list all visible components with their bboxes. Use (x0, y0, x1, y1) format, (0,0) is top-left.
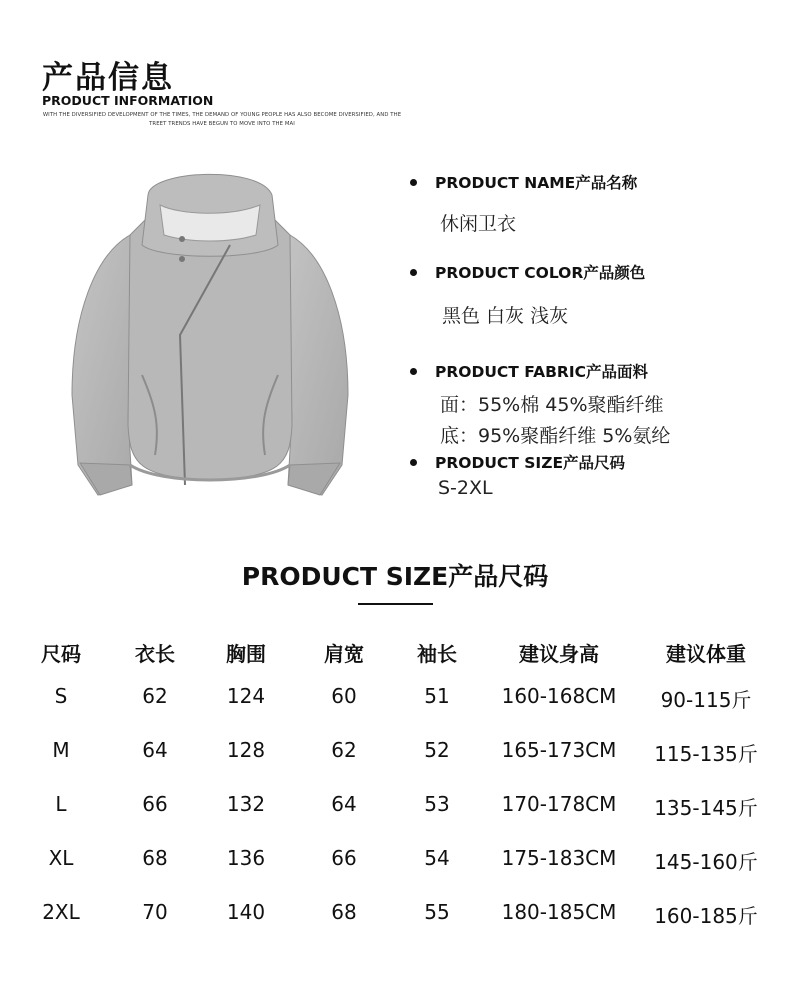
table-cell: 60 (331, 684, 357, 708)
product-size-value: S-2XL (438, 477, 493, 499)
table-cell: 55 (424, 900, 450, 924)
bullet-icon (410, 368, 417, 375)
fabric-bottom-value: 底：95%聚酯纤维 5%氨纶 (440, 425, 671, 447)
table-cell: XL (48, 846, 74, 870)
size-table-header: 肩宽 (324, 642, 364, 666)
table-cell: 54 (424, 846, 450, 870)
bullet-icon (410, 179, 417, 186)
product-name-label: PRODUCT NAME产品名称 (435, 174, 638, 192)
table-cell: 62 (331, 738, 357, 762)
table-cell: 70 (142, 900, 168, 924)
table-cell: 165-173CM (501, 738, 617, 762)
size-table-header: 袖长 (417, 642, 457, 666)
table-cell: 64 (142, 738, 168, 762)
product-image (60, 165, 360, 515)
table-cell: 68 (331, 900, 357, 924)
size-table-header: 建议体重 (666, 642, 746, 666)
title-underline (358, 603, 433, 605)
table-cell: 180-185CM (501, 900, 617, 924)
size-table-header: 尺码 (41, 642, 81, 666)
table-cell: 66 (331, 846, 357, 870)
table-cell: 175-183CM (501, 846, 617, 870)
header-subtitle: WITH THE DIVERSIFIED DEVELOPMENT OF THE TIMES, THE DEMAND OF YOUNG PEOPLE HAS ALSO BECOME DIVERSIFIED, AND THE TREET TRENDS HAVE BEGUN TO MOVE INTO THE MAI (42, 112, 402, 127)
table-cell: 62 (142, 684, 168, 708)
table-cell: M (52, 738, 70, 762)
product-size-label: PRODUCT SIZE产品尺码 (435, 454, 626, 472)
product-fabric-label: PRODUCT FABRIC产品面料 (435, 363, 648, 381)
table-cell: 2XL (42, 900, 80, 924)
product-color-item (410, 261, 645, 283)
table-cell: 170-178CM (501, 792, 617, 816)
table-cell: 160-168CM (501, 684, 617, 708)
table-cell: 66 (142, 792, 168, 816)
product-fabric-item (410, 360, 648, 382)
table-cell: S (54, 684, 68, 708)
table-cell: 124 (226, 684, 266, 708)
table-cell: 145-160斤 (654, 850, 758, 874)
table-cell: 64 (331, 792, 357, 816)
size-table-header: 衣长 (135, 642, 175, 666)
table-cell: 160-185斤 (654, 904, 758, 928)
table-cell: 68 (142, 846, 168, 870)
product-color-value: 黑色 白灰 浅灰 (442, 305, 569, 327)
table-cell: 115-135斤 (654, 742, 758, 766)
product-color-label: PRODUCT COLOR产品颜色 (435, 264, 646, 282)
table-cell: 136 (226, 846, 266, 870)
table-cell: 52 (424, 738, 450, 762)
table-cell: 90-115斤 (660, 688, 752, 712)
bullet-icon (410, 459, 417, 466)
product-name-item (410, 171, 637, 193)
table-cell: L (55, 792, 67, 816)
table-cell: 128 (226, 738, 266, 762)
page-title-en: PRODUCT INFORMATION (42, 93, 214, 108)
gray-hoodie-illustration (60, 165, 360, 515)
table-cell: 132 (226, 792, 266, 816)
bullet-icon (410, 269, 417, 276)
size-table-title: PRODUCT SIZE产品尺码 (241, 562, 549, 591)
table-cell: 51 (424, 684, 450, 708)
product-name-value: 休闲卫衣 (440, 213, 517, 235)
table-cell: 53 (424, 792, 450, 816)
fabric-face-value: 面：55%棉 45%聚酯纤维 (440, 394, 664, 416)
size-table-header: 胸围 (226, 642, 266, 666)
product-size-item (410, 451, 625, 473)
table-cell: 140 (226, 900, 266, 924)
page-title-cn: 产品信息 (42, 60, 174, 96)
size-table-header: 建议身高 (519, 642, 599, 666)
table-cell: 135-145斤 (654, 796, 758, 820)
